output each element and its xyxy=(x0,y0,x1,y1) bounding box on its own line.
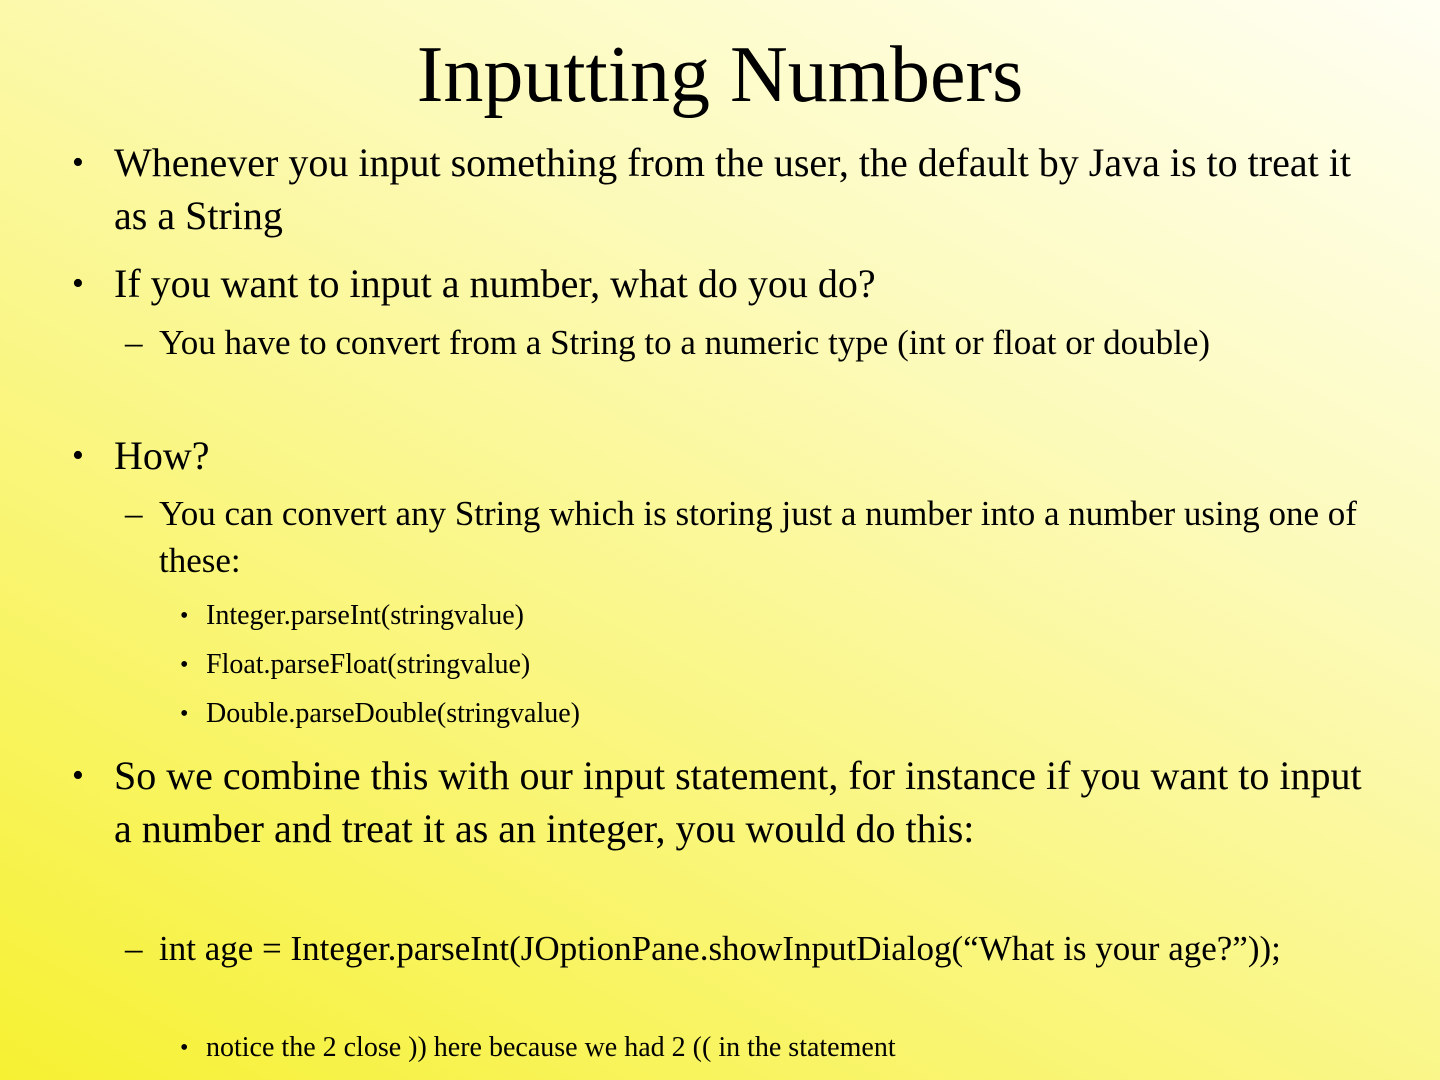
small-bullet-icon: • xyxy=(180,701,189,727)
bullet-text: How? xyxy=(114,433,210,478)
bullet-text: Whenever you input something from the user, the default by Java is to treat it as a String xyxy=(114,140,1351,238)
sub-item-text: You can convert any String which is storing just a number into a number using one of these: xyxy=(159,494,1357,580)
sub-sub-item-text: Float.parseFloat(stringvalue) xyxy=(206,649,531,680)
small-bullet-icon: • xyxy=(180,603,189,629)
slide-title: Inputting Numbers xyxy=(416,31,1024,119)
sub-item-code-example xyxy=(125,925,1374,972)
dash-icon: – xyxy=(125,929,143,968)
bullet-icon: • xyxy=(72,757,84,794)
sub-sub-item-parse-int xyxy=(180,596,1376,636)
sub-item-text: You have to convert from a String to a numeric type (int or float or double) xyxy=(159,323,1211,362)
sub-sub-item-text: Double.parseDouble(stringvalue) xyxy=(206,698,580,729)
small-bullet-icon: • xyxy=(180,652,189,678)
sub-item-convert-type xyxy=(125,319,1374,366)
sub-sub-item-parse-double xyxy=(180,694,1376,734)
dash-icon: – xyxy=(125,323,143,362)
sub-item-text: int age = Integer.parseInt(JOptionPane.showInputDialog(“What is your age?”)); xyxy=(159,929,1281,968)
bullet-icon: • xyxy=(72,144,84,181)
bullet-item-combine-input xyxy=(72,749,1374,855)
bullet-item-how xyxy=(72,429,1374,482)
sub-item-convert-any-string xyxy=(125,490,1374,584)
dash-icon: – xyxy=(125,494,143,533)
bullet-text: So we combine this with our input statement, for instance if you want to input a number and treat it as an integer, you would do this: xyxy=(114,753,1362,851)
bullet-icon: • xyxy=(72,437,84,474)
bullet-text: If you want to input a number, what do you do? xyxy=(114,261,876,306)
bullet-item-default-string xyxy=(72,136,1374,242)
small-bullet-icon: • xyxy=(180,1035,189,1061)
sub-sub-item-text: notice the 2 close )) here because we had 2 (( in the statement xyxy=(206,1032,896,1063)
sub-sub-item-text: Integer.parseInt(stringvalue) xyxy=(206,600,524,631)
sub-sub-item-close-parens-note xyxy=(180,1028,1376,1068)
sub-sub-item-parse-float xyxy=(180,645,1376,685)
bullet-icon: • xyxy=(72,265,84,302)
bullet-item-input-number-question xyxy=(72,257,1374,310)
